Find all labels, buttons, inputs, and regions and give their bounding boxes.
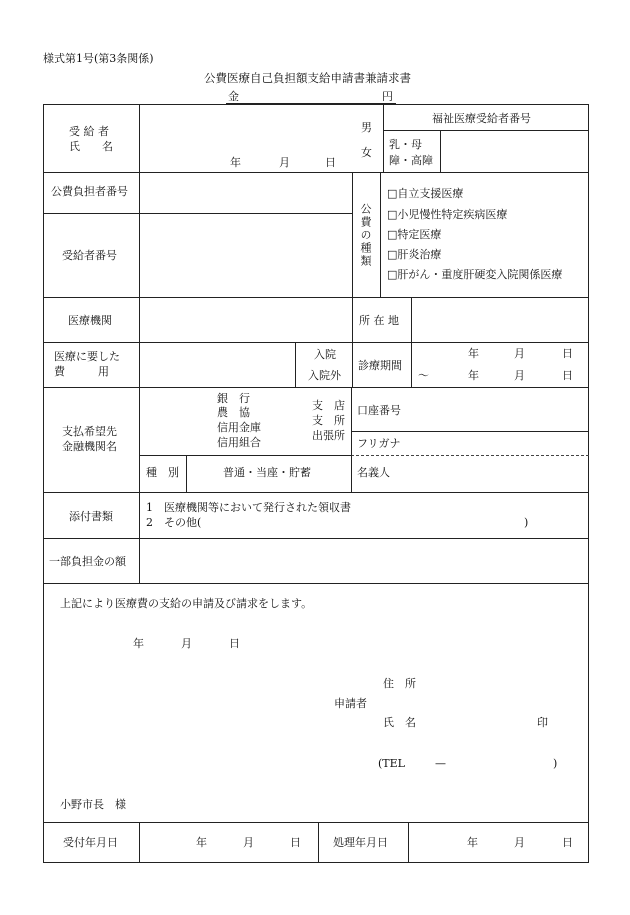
furigana-label: フリガナ [357, 437, 401, 450]
kind-label: 種 別 [146, 466, 179, 479]
period-to-day: 日 [562, 369, 573, 382]
rule-7 [43, 583, 589, 584]
processed-day: 日 [562, 836, 573, 849]
attachment-item-2: 2 その他( [146, 516, 202, 529]
declaration-day: 日 [229, 637, 240, 650]
rule-1 [43, 172, 589, 173]
rule-welfare-split [383, 130, 589, 131]
funding-type-1[interactable]: □自立支援医療 [387, 187, 464, 200]
amount-prefix: 金 [228, 90, 239, 103]
processed-date-label: 処理年月日 [333, 836, 388, 849]
period-from-day: 日 [562, 347, 573, 360]
attachment-item-2-close: ) [524, 516, 529, 529]
funding-type-3[interactable]: □特定医療 [387, 228, 442, 241]
branch-type-2[interactable]: 支 所 [312, 414, 345, 427]
tel-close: ) [553, 757, 558, 770]
address-label: 住 所 [383, 677, 416, 690]
tel-open: (TEL [378, 757, 405, 770]
received-date-label: 受付年月日 [63, 836, 118, 849]
period-from-month: 月 [514, 347, 525, 360]
bank-label-1: 支払希望先 [62, 425, 117, 438]
seal-mark: 印 [537, 716, 548, 729]
bank-type-2[interactable]: 農 協 [217, 406, 250, 419]
cost-label-1: 医療に要した [54, 350, 120, 363]
holder-label: 名義人 [357, 466, 390, 479]
vline-location [352, 297, 353, 387]
bank-type-4[interactable]: 信用組合 [217, 436, 261, 449]
vline-label-a [139, 104, 140, 309]
funding-type-5[interactable]: □肝がん・重度肝硬変入院関係医療 [387, 268, 563, 281]
attachments-label: 添付書類 [69, 510, 113, 523]
form-number: 様式第1号(第3条関係) [43, 52, 154, 65]
vline-category [440, 130, 441, 172]
location-label: 所 在 地 [359, 314, 399, 327]
funding-type-4[interactable]: □肝炎治療 [387, 248, 442, 261]
inpatient-label: 入院 [314, 348, 336, 361]
vline-footer-a [318, 822, 319, 863]
recipient-label-2: 氏 名 [69, 140, 113, 153]
vline-label-b [139, 297, 140, 583]
processed-month: 月 [514, 836, 525, 849]
vline-type-a [352, 172, 353, 297]
vline-inpatient [295, 342, 296, 387]
birth-day-label: 日 [325, 156, 336, 169]
funding-type-2[interactable]: □小児慢性特定疾病医療 [387, 208, 508, 221]
period-from-year: 年 [468, 347, 479, 360]
amount-suffix: 円 [382, 90, 393, 103]
received-month: 月 [243, 836, 254, 849]
rule-furigana-dash [351, 455, 589, 456]
rule-8 [43, 822, 589, 823]
branch-type-1[interactable]: 支 店 [312, 399, 345, 412]
category-2: 障・高障 [389, 154, 433, 167]
received-year: 年 [196, 836, 207, 849]
vline-kind [186, 455, 187, 492]
account-no-label: 口座番号 [357, 404, 401, 417]
processed-year: 年 [467, 836, 478, 849]
rule-5 [43, 492, 589, 493]
name-label: 氏 名 [383, 716, 416, 729]
declaration-year: 年 [133, 637, 144, 650]
kind-options[interactable]: 普通・当座・貯蓄 [223, 466, 311, 479]
gender-male[interactable]: 男 [361, 121, 372, 134]
rule-kind-split [139, 455, 351, 456]
bank-type-3[interactable]: 信用金庫 [217, 421, 261, 434]
declaration-statement: 上記により医療費の支給の申請及び請求をします。 [60, 597, 313, 610]
rule-bank-split [351, 431, 589, 432]
period-label: 診療期間 [358, 359, 402, 372]
recipient-label-1: 受 給 者 [69, 125, 109, 138]
funding-type-label: 公費の種類 [359, 203, 372, 268]
cost-label-2: 費 用 [54, 365, 109, 378]
vline-welfare [383, 104, 384, 172]
period-to-year: 年 [468, 369, 479, 382]
institution-label: 医療機関 [68, 314, 112, 327]
category-1: 乳・母 [389, 138, 422, 151]
bank-type-1[interactable]: 銀 行 [217, 392, 250, 405]
vline-label-c [139, 822, 140, 863]
tel-dash: — [435, 757, 446, 770]
declaration-month: 月 [181, 637, 192, 650]
rule-2 [43, 297, 589, 298]
vline-footer-b [408, 822, 409, 863]
rule-payer-split [43, 213, 353, 214]
period-tilde: ～ [418, 369, 429, 382]
birth-month-label: 月 [279, 156, 290, 169]
welfare-no-label: 福祉医療受給者番号 [432, 112, 531, 125]
recipient-no-label: 受給者番号 [62, 249, 117, 262]
outpatient-label: 入院外 [308, 369, 341, 382]
vline-location-b [411, 297, 412, 387]
rule-4 [43, 387, 589, 388]
attachment-item-1: 1 医療機関等において発行された領収書 [146, 501, 351, 514]
addressee: 小野市長 様 [60, 798, 126, 811]
applicant-label: 申請者 [334, 697, 367, 710]
birth-year-label: 年 [230, 156, 241, 169]
period-to-month: 月 [514, 369, 525, 382]
form-title: 公費医療自己負担額支給申請書兼請求書 [204, 71, 411, 85]
vline-type-b [380, 172, 381, 297]
received-day: 日 [290, 836, 301, 849]
branch-type-3[interactable]: 出張所 [312, 429, 345, 442]
rule-6 [43, 538, 589, 539]
vline-bank [351, 387, 352, 492]
gender-female[interactable]: 女 [361, 146, 372, 159]
payer-no-label: 公費負担者番号 [51, 185, 128, 198]
partial-burden-label: 一部負担金の額 [49, 555, 126, 568]
bank-label-2: 金融機関名 [62, 440, 117, 453]
rule-3 [43, 342, 589, 343]
